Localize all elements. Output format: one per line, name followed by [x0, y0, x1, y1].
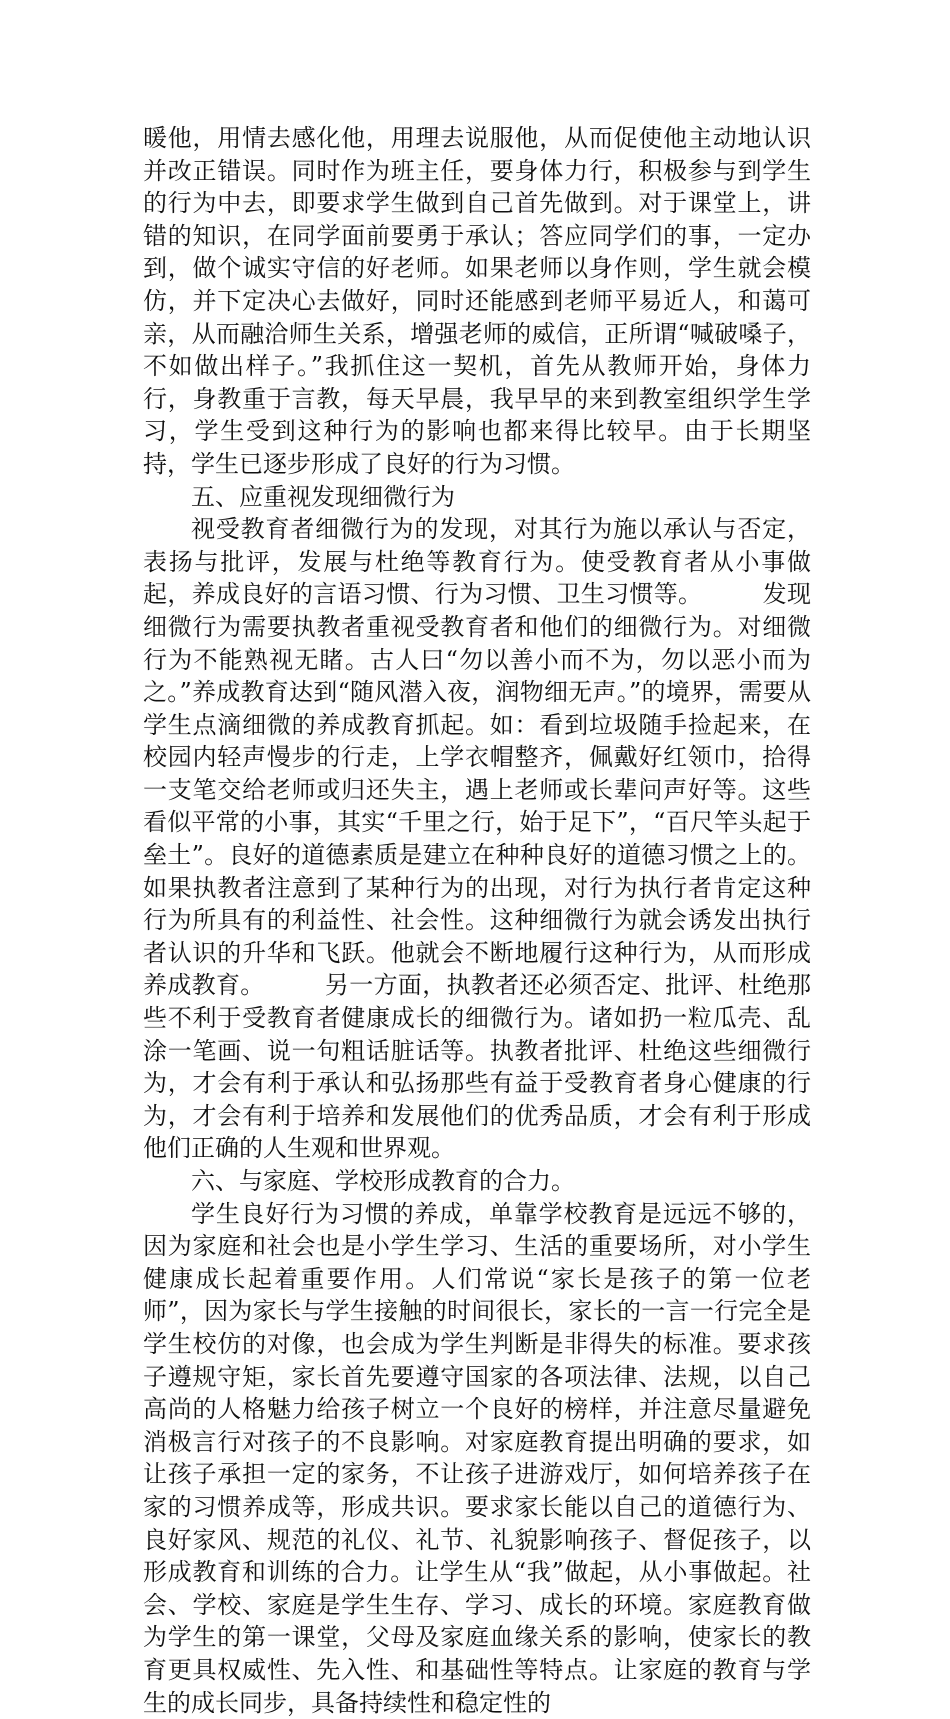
section-heading-6: 六、与家庭、学校形成教育的合力。	[191, 1167, 575, 1195]
paragraph-fine-behavior	[143, 513, 811, 1165]
paragraph-continuation: 暖他，用情去感化他，用理去说服他，从而促使他主动地认识并改正错误。同时作为班主任，要身体力行，积极参与到学生的行为中去，即要求学生做到自己首先做到。对于课堂上，讲错的知识，在同学面前要勇于承认；答应同学们的事，一定办到，做个诚实守信的好老师。如果老师以身作则，学生就会模仿，并下定决心去做好，同时还能感到老师平易近人，和蔼可亲，从而融洽师生关系，增强老师的威信，正所谓“喊破嗓子，不如做出样子。”我抓住这一契机，首先从教师开始，身体力行，身教重于言教，每天早晨，我早早的来到教室组织学生学习，学生受到这种行为的影响也都来得比较早。由于长期坚持，学生已逐步形成了良好的行为习惯。	[143, 124, 811, 478]
paragraph-fine-behavior-part-2: 发现细微行为需要执教者重视受教育者和他们的细微行为。对细微行为不能熟视无睹。古人曰“勿以善小而不为，勿以恶小而为之。”养成教育达到“随风潜入夜，润物细无声。”的境界，需要从学生点滴细微的养成教育抓起。如：看到垃圾随手捡起来，在校园内轻声慢步的行走，上学衣帽整齐，佩戴好红领巾，拾得一支笔交给老师或归还失主，遇上老师或长辈问声好等。这些看似平常的小事，其实“千里之行，始于足下”，“百尺竿头起于垒土”。良好的道德素质是建立在种种良好的道德习惯之上的。如果执教者注意到了某种行为的出现，对行为执行者肯定这种行为所具有的利益性、社会性。这种细微行为就会诱发出执行者认识的升华和飞跃。他就会不断地履行这种行为，从而形成养成教育。	[143, 580, 811, 1000]
section-heading-5: 五、应重视发现细微行为	[191, 482, 455, 511]
paragraph-family-school: 学生良好行为习惯的养成，单靠学校教育是远远不够的，因为家庭和社会也是小学生学习、生活的重要场所，对小学生健康成长起着重要作用。人们常说“家长是孩子的第一位老师”，因为家长与学生接触的时间很长，家长的一言一行完全是学生校仿的对像，也会成为学生判断是非得失的标准。要求孩子遵规守矩，家长首先要遵守国家的各项法律、法规，以自己高尚的人格魅力给孩子树立一个良好的榜样，并注意尽量避免消极言行对孩子的不良影响。对家庭教育提出明确的要求，如让孩子承担一定的家务，不让孩子进游戏厅，如何培养孩子在家的习惯养成等，形成共识。要求家长能以自己的道德行为、良好家风、规范的礼仪、礼节、礼貌影响孩子、督促孩子，以形成教育和训练的合力。让学生从“我”做起，从小事做起。社会、学校、家庭是学生生存、学习、成长的环境。家庭教育做为学生的第一课堂，父母及家庭血缘关系的影响，使家长的教育更具权威性、先入性、和基础性等特点。让家庭的教育与学生的成长同步，具备持续性和稳定性的	[143, 1199, 811, 1717]
paragraph-fine-behavior-part-1: 视受教育者细微行为的发现，对其行为施以承认与否定，表扬与批评，发展与杜绝等教育行为。使受教育者从小事做起，养成良好的言语习惯、行为习惯、卫生习惯等。	[143, 515, 811, 609]
document-body	[143, 122, 811, 1719]
paragraph-fine-behavior-part-3: 另一方面，执教者还必须否定、批评、杜绝那些不利于受教育者健康成长的细微行为。诸如扔一粒瓜壳、乱涂一笔画、说一句粗话脏话等。执教者批评、杜绝这些细微行为，才会有利于承认和弘扬那些有益于受教育者身心健康的行为，才会有利于培养和发展他们的优秀品质，才会有利于形成他们正确的人生观和世界观。	[143, 971, 812, 1163]
